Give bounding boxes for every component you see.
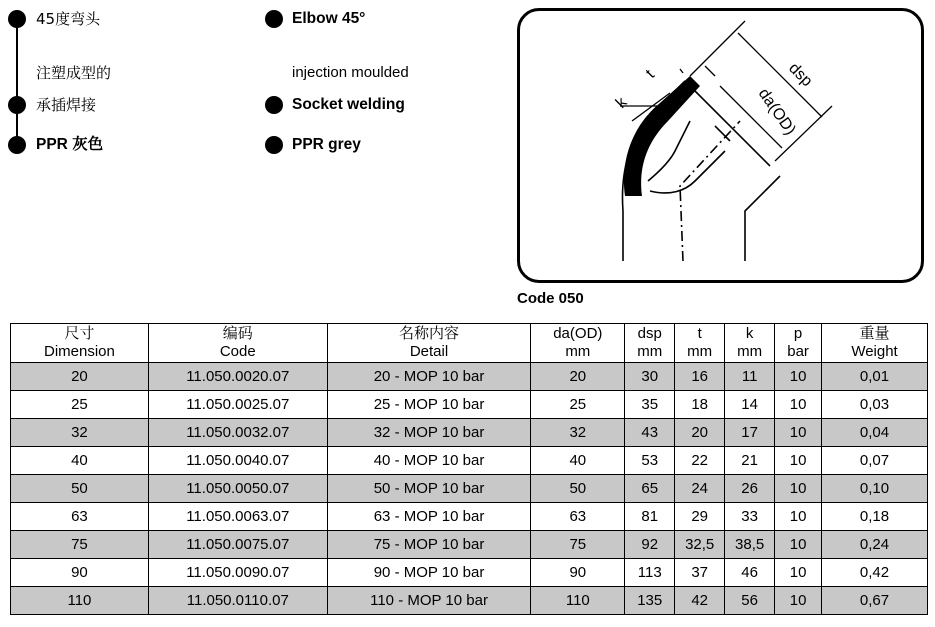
table-cell: 11	[725, 363, 775, 391]
table-cell: 75	[531, 531, 625, 559]
table-cell: 10	[775, 447, 822, 475]
process-zh: 注塑成型的	[36, 64, 112, 82]
table-cell: 65	[625, 475, 675, 503]
table-cell: 90	[531, 559, 625, 587]
header-label-zh: p	[793, 325, 803, 342]
table-cell: 16	[675, 363, 725, 391]
table-cell: 22	[675, 447, 725, 475]
table-row	[11, 503, 928, 531]
table-cell: 10	[775, 419, 822, 447]
table-cell: 10	[775, 363, 822, 391]
header-label-zh: t	[697, 325, 702, 342]
table-cell: 0,18	[822, 503, 928, 531]
table-cell: 11.050.0050.07	[148, 475, 327, 503]
table-cell: 56	[725, 587, 775, 615]
table-cell: 135	[625, 587, 675, 615]
table-cell: 10	[775, 587, 822, 615]
table-cell: 0,42	[822, 559, 928, 587]
table-cell: 50 - MOP 10 bar	[327, 475, 531, 503]
table-cell: 32	[531, 419, 625, 447]
header-label-en: mm	[687, 343, 713, 360]
k-label: k	[612, 94, 631, 112]
table-cell: 25	[11, 391, 149, 419]
table-cell: 20	[531, 363, 625, 391]
table-cell: 20 - MOP 10 bar	[327, 363, 531, 391]
table-cell: 11.050.0110.07	[148, 587, 327, 615]
table-cell: 29	[675, 503, 725, 531]
table-cell: 35	[625, 391, 675, 419]
table-cell: 0,01	[822, 363, 928, 391]
spec-table	[10, 323, 928, 615]
table-cell: 110	[531, 587, 625, 615]
table-cell: 92	[625, 531, 675, 559]
table-cell: 11.050.0020.07	[148, 363, 327, 391]
column-header	[725, 324, 775, 363]
header-label-zh: k	[745, 325, 754, 342]
table-cell: 38,5	[725, 531, 775, 559]
table-cell: 42	[675, 587, 725, 615]
joining-zh: 承插焊接	[36, 96, 97, 114]
material-zh: PPR 灰色	[36, 136, 104, 153]
table-cell: 0,04	[822, 419, 928, 447]
table-cell: 11.050.0063.07	[148, 503, 327, 531]
table-cell: 20	[11, 363, 149, 391]
elbow-outline	[622, 81, 780, 261]
table-cell: 0,67	[822, 587, 928, 615]
table-cell: 40	[11, 447, 149, 475]
table-cell: 0,24	[822, 531, 928, 559]
title-en: Elbow 45°	[292, 10, 366, 27]
table-cell: 110	[11, 587, 149, 615]
table-cell: 75 - MOP 10 bar	[327, 531, 531, 559]
table-cell: 53	[625, 447, 675, 475]
table-row	[11, 391, 928, 419]
bullet-dot	[265, 136, 283, 154]
table-cell: 21	[725, 447, 775, 475]
table-cell: 0,10	[822, 475, 928, 503]
table-cell: 10	[775, 559, 822, 587]
table-header-row	[11, 324, 928, 363]
header-label-en: Dimension	[43, 343, 115, 360]
table-cell: 63	[531, 503, 625, 531]
table-cell: 18	[675, 391, 725, 419]
table-cell: 63 - MOP 10 bar	[327, 503, 531, 531]
table-cell: 37	[675, 559, 725, 587]
table-cell: 46	[725, 559, 775, 587]
bullet-dot	[8, 10, 26, 28]
table-cell: 0,03	[822, 391, 928, 419]
column-header	[822, 324, 928, 363]
bullet-dot	[8, 136, 26, 154]
header-label-en: mm	[737, 343, 763, 360]
header-label-zh: 尺寸	[64, 325, 95, 342]
table-cell: 113	[625, 559, 675, 587]
bullet-dot	[8, 96, 26, 114]
table-cell: 14	[725, 391, 775, 419]
header-label-en: bar	[787, 343, 809, 360]
table-cell: 11.050.0090.07	[148, 559, 327, 587]
column-header	[11, 324, 149, 363]
joining-en: Socket welding	[292, 96, 405, 113]
bullet-dot	[265, 10, 283, 28]
table-cell: 17	[725, 419, 775, 447]
table-cell: 40	[531, 447, 625, 475]
table-cell: 30	[625, 363, 675, 391]
header-label-en: Weight	[851, 343, 898, 360]
header-label-en: mm	[565, 343, 591, 360]
table-cell: 43	[625, 419, 675, 447]
header-label-zh: dsp	[637, 325, 662, 342]
product-code-label: Code 050	[517, 290, 584, 307]
table-cell: 25 - MOP 10 bar	[327, 391, 531, 419]
header-label-en: Detail	[409, 343, 449, 360]
table-cell: 10	[775, 503, 822, 531]
dsp-label: dsp	[785, 59, 816, 91]
table-cell: 11.050.0040.07	[148, 447, 327, 475]
table-cell: 90	[11, 559, 149, 587]
header-label-zh: 名称内容	[399, 325, 460, 342]
table-cell: 32,5	[675, 531, 725, 559]
table-cell: 33	[725, 503, 775, 531]
column-header	[775, 324, 822, 363]
table-row	[11, 531, 928, 559]
elbow-diagram-frame	[517, 8, 924, 283]
column-header	[531, 324, 625, 363]
t-label: t	[642, 66, 658, 82]
table-row	[11, 363, 928, 391]
connector-line	[16, 20, 18, 145]
elbow-45-drawing	[520, 11, 921, 280]
table-cell: 10	[775, 391, 822, 419]
header-label-zh: 重量	[859, 325, 890, 342]
table-cell: 32	[11, 419, 149, 447]
table-cell: 25	[531, 391, 625, 419]
table-cell: 10	[775, 531, 822, 559]
column-header	[675, 324, 725, 363]
table-cell: 11.050.0025.07	[148, 391, 327, 419]
table-cell: 40 - MOP 10 bar	[327, 447, 531, 475]
table-cell: 81	[625, 503, 675, 531]
table-cell: 110 - MOP 10 bar	[327, 587, 531, 615]
table-cell: 10	[775, 475, 822, 503]
table-body	[11, 363, 928, 615]
table-cell: 90 - MOP 10 bar	[327, 559, 531, 587]
bullet-dot	[265, 96, 283, 114]
table-cell: 24	[675, 475, 725, 503]
table-cell: 11.050.0032.07	[148, 419, 327, 447]
table-cell: 75	[11, 531, 149, 559]
column-header	[148, 324, 327, 363]
table-row	[11, 447, 928, 475]
title-zh: 45度弯头	[36, 10, 101, 28]
process-en: injection moulded	[292, 64, 409, 81]
header-label-zh: 编码	[222, 325, 253, 342]
column-header	[625, 324, 675, 363]
table-row	[11, 419, 928, 447]
table-cell: 50	[531, 475, 625, 503]
table-cell: 63	[11, 503, 149, 531]
column-header	[327, 324, 531, 363]
table-cell: 0,07	[822, 447, 928, 475]
table-cell: 50	[11, 475, 149, 503]
table-row	[11, 475, 928, 503]
table-cell: 20	[675, 419, 725, 447]
header-label-zh: da(OD)	[553, 325, 603, 342]
da-label: da(OD)	[754, 85, 799, 139]
wall-section	[624, 76, 700, 196]
table-cell: 32 - MOP 10 bar	[327, 419, 531, 447]
table-cell: 11.050.0075.07	[148, 531, 327, 559]
table-row	[11, 559, 928, 587]
header-label-en: Code	[219, 343, 256, 360]
table-row	[11, 587, 928, 615]
material-en: PPR grey	[292, 136, 361, 153]
table-cell: 26	[725, 475, 775, 503]
header-label-en: mm	[637, 343, 663, 360]
